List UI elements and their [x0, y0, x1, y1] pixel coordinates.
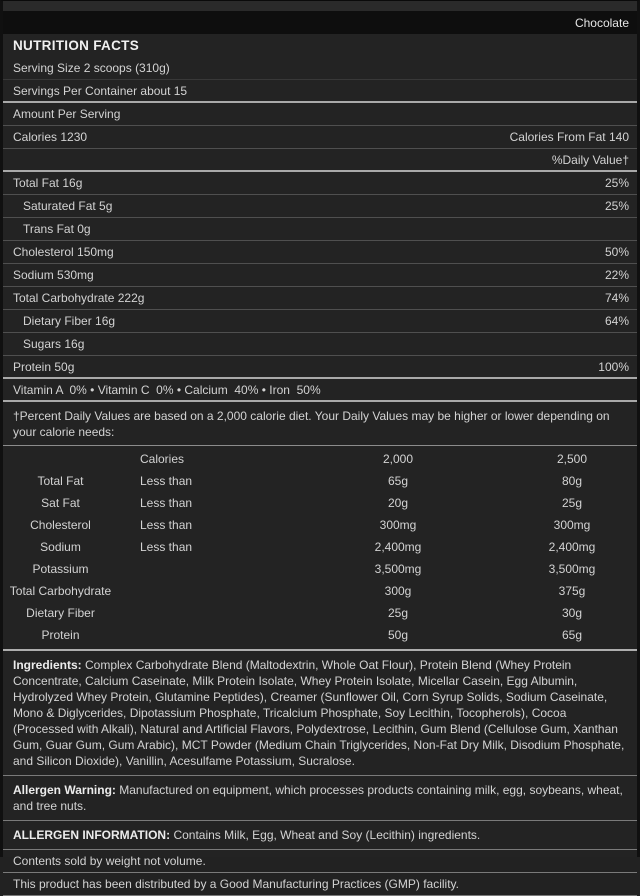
table-cell: Sat Fat [41, 496, 80, 510]
nutrient-dv: 25% [604, 176, 629, 190]
table-row [3, 558, 637, 580]
table-cell: 3,500mg [374, 562, 422, 576]
nutrient-row-saturated-fat [3, 195, 637, 218]
nutrient-label: Saturated Fat 5g [23, 199, 113, 213]
table-cell: 2,000 [382, 452, 414, 466]
table-cell: Less than [140, 474, 193, 488]
table-cell: Less than [140, 518, 193, 532]
ingredients-label: Ingredients: [13, 658, 82, 672]
allergen-warning-label: Allergen Warning: [13, 783, 116, 797]
vitamins-text: Vitamin A 0% • Vitamin C 0% • Calcium 40% • Iron 50% [13, 382, 321, 397]
serving-size-text: Serving Size 2 scoops (310g) [13, 61, 170, 75]
nutrient-label: Trans Fat 0g [23, 222, 91, 236]
table-cell: 50g [387, 628, 409, 642]
table-cell: 25g [561, 496, 583, 510]
table-row [3, 536, 637, 558]
table-row [3, 514, 637, 536]
ingredients-section [3, 651, 637, 776]
flavor-bar [3, 11, 637, 34]
nutrient-dv: 25% [604, 199, 629, 213]
daily-values-footnote [3, 402, 637, 446]
allergen-information-text: Contains Milk, Egg, Wheat and Soy (Lecithin) ingredients. [170, 828, 481, 842]
table-cell: 2,400mg [548, 540, 596, 554]
nutrient-row-sugars [3, 333, 637, 356]
allergen-warning-section [3, 776, 637, 821]
table-cell: 65g [561, 628, 583, 642]
table-cell: 20g [387, 496, 409, 510]
table-cell: Dietary Fiber [26, 606, 95, 620]
table-cell: Total Fat [37, 474, 84, 488]
table-cell: 30g [561, 606, 583, 620]
table-cell: 375g [558, 584, 586, 598]
nutrient-dv: 22% [604, 268, 629, 282]
table-cell: Less than [140, 496, 193, 510]
nutrition-facts-title [3, 34, 637, 57]
table-cell: 300g [384, 584, 412, 598]
table-cell: 65g [387, 474, 409, 488]
amount-per-serving-row [3, 103, 637, 126]
amount-per-serving-text: Amount Per Serving [13, 107, 121, 121]
nutrient-row-cholesterol [3, 241, 637, 264]
top-strip [3, 1, 637, 11]
table-cell: 300mg [553, 518, 591, 532]
title-text: NUTRITION FACTS [13, 38, 139, 53]
footnote-text: †Percent Daily Values are based on a 2,000 calorie diet. Your Daily Values may be higher or lower depending on your calorie needs: [13, 409, 610, 439]
nutrient-dv: 74% [604, 291, 629, 305]
table-cell: Less than [140, 540, 193, 554]
nutrient-dv: 50% [604, 245, 629, 259]
table-cell: 3,500mg [548, 562, 596, 576]
table-cell: 300mg [379, 518, 417, 532]
nutrient-row-trans-fat [3, 218, 637, 241]
table-cell: Cholesterol [30, 518, 91, 532]
nutrient-dv: 64% [604, 314, 629, 328]
contents-note-text: Contents sold by weight not volume. [13, 854, 206, 868]
table-cell: 2,400mg [374, 540, 422, 554]
ingredients-text: Complex Carbohydrate Blend (Maltodextrin, Whole Oat Flour), Protein Blend (Whey Protein Concentrate, Calcium Caseinate, Milk Protein Isolate, Whey Protein Isolate, Micellar Casein, Egg Albumin, Hydrolyzed Whey Protein, Glutamine Peptides), Creamer (Sunflower Oil, Corn Syrup Solids, Sodium Caseinate, Mono & Diglycerides, Dipotassium Phosphate, Tricalcium Phosphate, Soy Lecithin, Tocopherols), Cocoa (Processed with Alkali), Natural and Artificial Flavors, Polydextrose, Lecithin, Gum Blend (Cellulose Gum, Xanthan Gum, Guar Gum, Gum Arabic), MCT Powder (Medium Chain Triglycerides, Non-Fat Dry Milk, Disodium Phosphate, and Silicon Dioxide), Vanillin, Acesulfame Potassium, Sucralose. [13, 658, 625, 768]
nutrient-row-dietary-fiber [3, 310, 637, 333]
nutrient-row-total-fat [3, 172, 637, 195]
distribution-note-text: This product has been distributed by a Good Manufacturing Practices (GMP) facility. [13, 877, 459, 891]
table-cell: Sodium [40, 540, 81, 554]
table-cell: 80g [561, 474, 583, 488]
servings-per-container-text: Servings Per Container about 15 [13, 83, 188, 98]
table-cell: 2,500 [556, 452, 588, 466]
nutrient-label: Dietary Fiber 16g [23, 314, 116, 328]
serving-size-row [3, 57, 637, 80]
calories-value: Calories 1230 [13, 130, 88, 144]
nutrient-label: Sugars 16g [23, 337, 85, 351]
daily-value-header-text: %Daily Value† [551, 152, 629, 167]
nutrient-label: Protein 50g [13, 359, 75, 374]
table-row [3, 624, 637, 646]
table-row [3, 580, 637, 602]
allergen-information-label: ALLERGEN INFORMATION: [13, 828, 171, 842]
contents-note-row [3, 850, 637, 873]
table-row [3, 470, 637, 492]
nutrient-row-total-carbohydrate [3, 287, 637, 310]
allergen-warning-text: Manufactured on equipment, which processes products containing milk, egg, soybeans, wheat, and tree nuts. [13, 783, 623, 813]
calories-from-fat-value: Calories From Fat 140 [509, 130, 629, 144]
daily-values-table [3, 446, 637, 651]
nutrient-row-sodium [3, 264, 637, 287]
nutrient-label: Total Fat 16g [13, 176, 83, 190]
table-cell: Calories [140, 452, 185, 466]
nutrient-label: Total Carbohydrate 222g [13, 291, 145, 305]
nutrient-dv: 100% [598, 359, 629, 374]
vitamins-row [3, 379, 637, 402]
daily-value-header-row [3, 149, 637, 172]
table-cell: Total Carbohydrate [9, 584, 112, 598]
flavor-label: Chocolate [574, 15, 629, 30]
table-row [3, 492, 637, 514]
servings-per-container-row [3, 80, 637, 103]
table-row [3, 448, 637, 470]
table-cell: Potassium [32, 562, 89, 576]
nutrient-label: Cholesterol 150mg [13, 245, 114, 259]
nutrient-label: Sodium 530mg [13, 268, 94, 282]
table-cell: Protein [41, 628, 80, 642]
nutrient-row-protein [3, 356, 637, 379]
distribution-note-row [3, 873, 637, 896]
table-cell: 25g [387, 606, 409, 620]
allergen-information-section [3, 821, 637, 850]
table-row [3, 602, 637, 624]
calories-row [3, 126, 637, 149]
